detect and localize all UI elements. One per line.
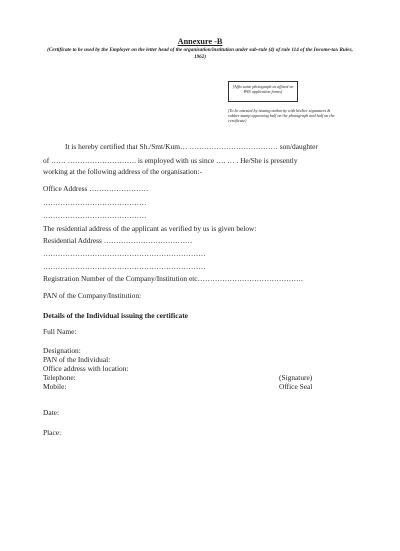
office-address-dots-1: ……………………………………: [43, 198, 147, 207]
registration-number: Registration Number of the Company/Institution etc…………………………………….: [43, 274, 303, 283]
signature-label: (Signature): [279, 373, 313, 382]
certificate-subtitle: (Certificate to be used by the Employer on the letter head of the organisation/institution under sub-rule (4) of rule 114 of the Income-tax Rules, 1962): [47, 47, 353, 61]
office-address-label: Office Address ……………………: [43, 184, 149, 193]
annexure-title: Annexure -B: [177, 37, 223, 46]
designation-label: Designation:: [43, 346, 81, 355]
residential-address-label: Residential Address ………………………………: [43, 236, 193, 245]
pan-individual-label: PAN of the Individual:: [43, 355, 111, 364]
photo-box-text: [Affix same photograph as affixed on PAN application forms]: [232, 84, 294, 94]
full-name-label: Full Name:: [43, 327, 77, 336]
details-heading: Details of the Individual issuing the certificate: [43, 311, 188, 320]
office-address-location-label: Office address with location:: [43, 364, 129, 373]
pan-company: PAN of the Company/Institution:: [43, 291, 142, 300]
mobile-label: Mobile:: [43, 382, 67, 391]
photo-attestation-note: (To be attested by issuing authority with his/her signatures & rubber stamp appearing half on the photograph and half on the certificate): [228, 108, 335, 123]
certify-line-2: of …… ………………………. is employed with us since …. … . He/She is presently: [43, 156, 298, 165]
date-label: Date:: [43, 408, 60, 417]
certify-line-1: It is hereby certified that Sh./Smt/Kum… ……………………………… son/daughter: [65, 142, 318, 151]
photo-box: [228, 81, 298, 102]
telephone-label: Telephone:: [43, 373, 76, 382]
place-label: Place:: [43, 428, 62, 437]
office-seal-label: Office Seal: [279, 382, 313, 391]
residential-address-dots-1: …………………………………………………………: [43, 249, 206, 258]
residential-address-dots-2: …………………………………………………………: [43, 262, 206, 271]
certify-line-3: working at the following address of the organisation:-: [43, 167, 202, 176]
residential-intro: The residential address of the applicant as verified by us is given below:: [43, 224, 257, 233]
office-address-dots-2: ……………………………………: [43, 211, 147, 220]
